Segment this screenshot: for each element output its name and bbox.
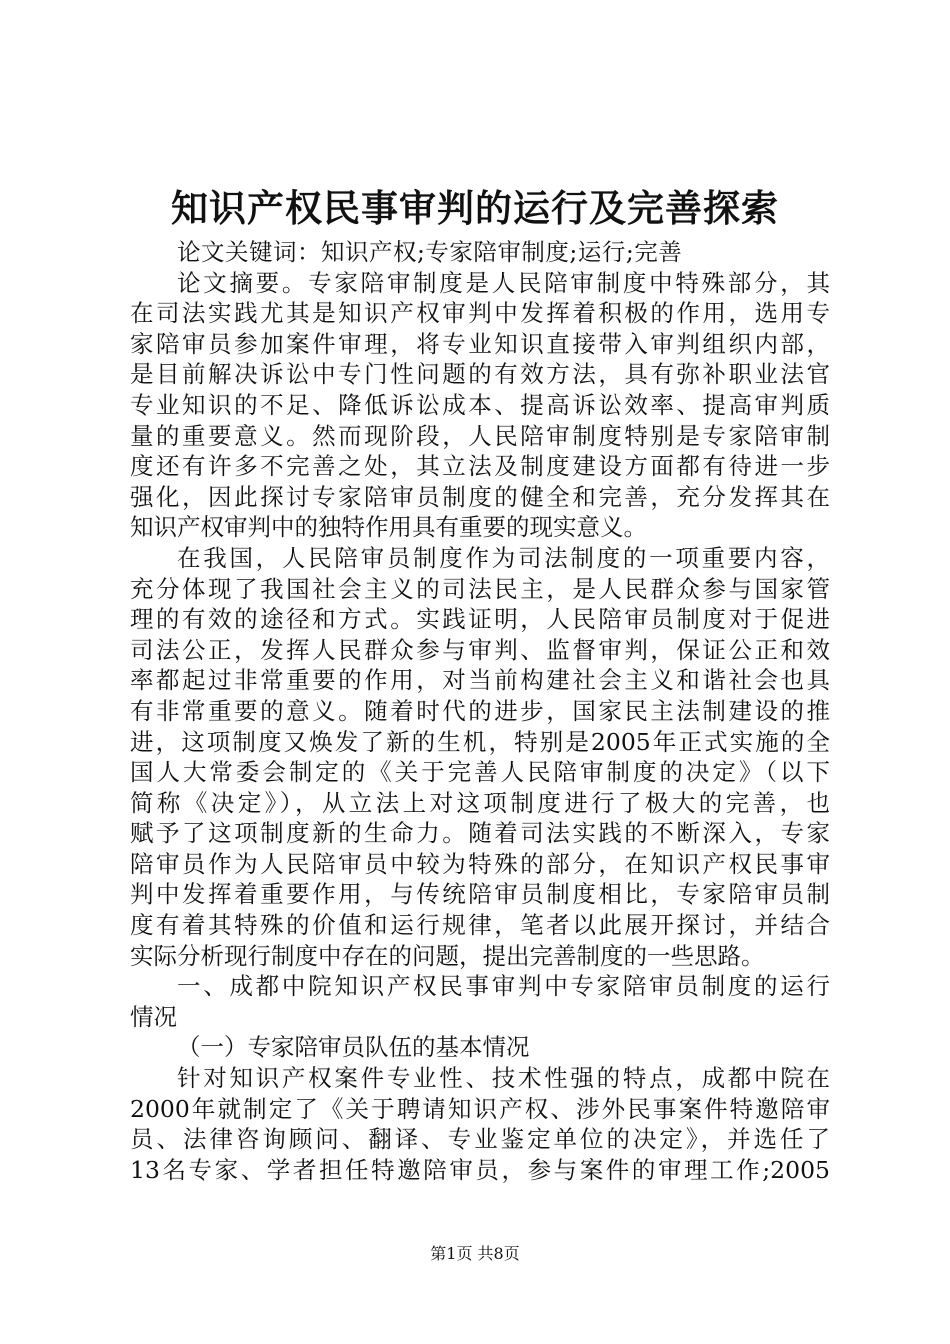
text-line: 专业知识的不足、降低诉讼成本、提高诉讼效率、提高审判质 bbox=[130, 390, 830, 419]
text-line: 情况 bbox=[130, 1002, 177, 1031]
document-body bbox=[130, 237, 830, 1185]
text-line: 知识产权审判中的独特作用具有重要的现实意义。 bbox=[130, 513, 647, 542]
text-line: 判中发挥着重要作用，与传统陪审员制度相比，专家陪审员制 bbox=[130, 880, 830, 909]
text-line: 论文摘要。专家陪审制度是人民陪审制度中特殊部分，其 bbox=[177, 268, 830, 297]
text-line: 量的重要意义。然而现阶段，人民陪审制度特别是专家陪审制 bbox=[130, 421, 830, 450]
text-line: 家陪审员参加案件审理，将专业知识直接带入审判组织内部， bbox=[130, 329, 830, 358]
text-line: 有非常重要的意义。随着时代的进步，国家民主法制建设的推 bbox=[130, 696, 830, 725]
text-line: 率都起过非常重要的作用，对当前构建社会主义和谐社会也具 bbox=[130, 666, 830, 695]
text-line: 2000年就制定了《关于聘请知识产权、涉外民事案件特邀陪审 bbox=[130, 1094, 830, 1123]
text-line: 度还有许多不完善之处，其立法及制度建设方面都有待进一步 bbox=[130, 452, 830, 481]
text-line: （一）专家陪审员队伍的基本情况 bbox=[177, 1033, 530, 1062]
text-line: 13名专家、学者担任特邀陪审员，参与案件的审理工作;2005 bbox=[130, 1155, 830, 1184]
text-line: 司法公正，发挥人民群众参与审判、监督审判，保证公正和效 bbox=[130, 635, 830, 664]
text-line: 充分体现了我国社会主义的司法民主，是人民群众参与国家管 bbox=[130, 574, 830, 603]
page-footer: 第1页 共8页 bbox=[430, 1244, 520, 1263]
text-line: 国人大常委会制定的《关于完善人民陪审制度的决定》（以下 bbox=[130, 758, 830, 787]
text-line: 在我国，人民陪审员制度作为司法制度的一项重要内容， bbox=[177, 543, 830, 572]
document-title: 知识产权民事审判的运行及完善探索 bbox=[171, 186, 779, 230]
text-line: 赋予了这项制度新的生命力。随着司法实践的不断深入，专家 bbox=[130, 819, 830, 848]
text-line: 进，这项制度又焕发了新的生机，特别是2005年正式实施的全 bbox=[130, 727, 830, 756]
text-line: 针对知识产权案件专业性、技术性强的特点，成都中院在 bbox=[177, 1064, 830, 1093]
text-line: 在司法实践尤其是知识产权审判中发挥着积极的作用，选用专 bbox=[130, 299, 830, 328]
text-line: 强化，因此探讨专家陪审员制度的健全和完善，充分发挥其在 bbox=[130, 482, 830, 511]
text-line: 简称《决定》），从立法上对这项制度进行了极大的完善，也 bbox=[130, 788, 830, 817]
text-line: 实际分析现行制度中存在的问题，提出完善制度的一些思路。 bbox=[130, 941, 765, 970]
text-line: 员、法律咨询顾问、翻译、专业鉴定单位的决定》，并选任了 bbox=[130, 1125, 830, 1154]
text-line: 度有着其特殊的价值和运行规律，笔者以此展开探讨，并结合 bbox=[130, 911, 830, 940]
text-line: 陪审员作为人民陪审员中较为特殊的部分，在知识产权民事审 bbox=[130, 849, 830, 878]
text-line: 一、成都中院知识产权民事审判中专家陪审员制度的运行 bbox=[177, 972, 830, 1001]
text-line: 论文关键词：知识产权;专家陪审制度;运行;完善 bbox=[177, 238, 683, 266]
text-line: 是目前解决诉讼中专门性问题的有效方法，具有弥补职业法官 bbox=[130, 360, 830, 389]
text-line: 理的有效的途径和方式。实践证明，人民陪审员制度对于促进 bbox=[130, 605, 830, 634]
